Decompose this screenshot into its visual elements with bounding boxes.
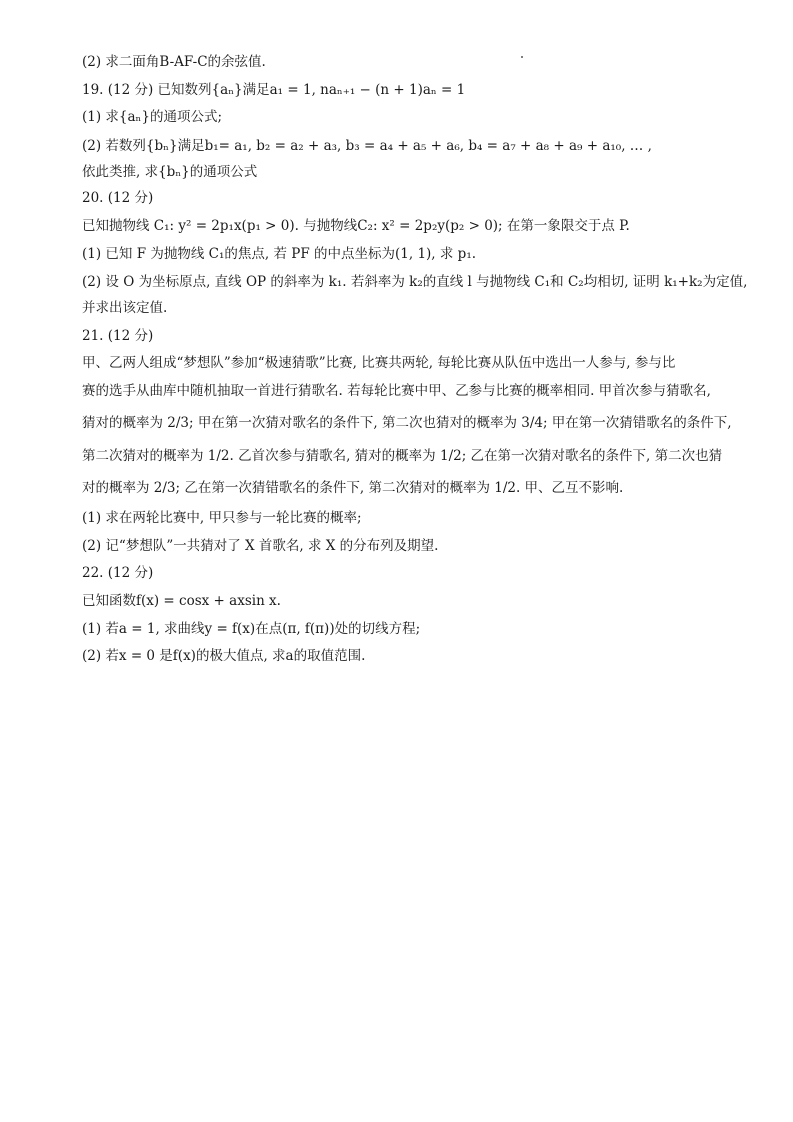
q22-heading: 22. (12 分) [82, 565, 154, 581]
q19-part2: (2) 若数列{bₙ}满足b₁= a₁, b₂ = a₂ + a₃, b₃ = a₄ + a₅ + a₆, b₄ = a₇ + a₈ + a₉ + a₁₀, … , [82, 138, 652, 154]
q21-stem-4: 第二次猜对的概率为 1/2. 乙首次参与猜歌名, 猜对的概率为 1/2; 乙在第一次猜对歌名的条件下, 第二次也猜 [82, 448, 723, 464]
stray-mark [521, 56, 523, 58]
q20-part1: (1) 已知 F 为抛物线 C₁的焦点, 若 PF 的中点坐标为(1, 1), 求 p₁. [82, 246, 477, 262]
q22-stem: 已知函数f(x) = cosx + axsin x. [82, 593, 281, 609]
q19-stem: 19. (12 分) 已知数列{aₙ}满足a₁ = 1, naₙ₊₁ − (n + 1)aₙ = 1 [82, 82, 466, 98]
q20-part2: (2) 设 O 为坐标原点, 直线 OP 的斜率为 k₁. 若斜率为 k₂的直线 l 与抛物线 C₁和 C₂均相切, 证明 k₁+k₂为定值, [82, 274, 748, 290]
q21-stem-3: 猜对的概率为 2/3; 甲在第一次猜对歌名的条件下, 第二次也猜对的概率为 3/4; 甲在第一次猜错歌名的条件下, [82, 415, 732, 431]
q20-part2-cont: 并求出该定值. [82, 300, 168, 316]
q21-part2: (2) 记“梦想队”一共猜对了 X 首歌名, 求 X 的分布列及期望. [82, 538, 439, 554]
q18-part2: (2) 求二面角B-AF-C的余弦值. [82, 54, 266, 70]
q20-heading: 20. (12 分) [82, 190, 154, 206]
q21-part1: (1) 求在两轮比赛中, 甲只参与一轮比赛的概率; [82, 510, 362, 526]
q21-stem-2: 赛的选手从曲库中随机抽取一首进行猜歌名. 若每轮比赛中甲、乙参与比赛的概率相同. 甲首次参与猜歌名, [82, 383, 711, 399]
q21-stem-1: 甲、乙两人组成“梦想队”参加“极速猜歌”比赛, 比赛共两轮, 每轮比赛从队伍中选出一人参与, 参与比 [82, 355, 676, 371]
q21-heading: 21. (12 分) [82, 328, 154, 344]
q19-part2-cont: 依此类推, 求{bₙ}的通项公式 [82, 164, 258, 180]
q22-part2: (2) 若x = 0 是f(x)的极大值点, 求a的取值范围. [82, 648, 366, 664]
q20-stem: 已知抛物线 C₁: y² = 2p₁x(p₁ > 0). 与抛物线C₂: x² = 2p₂y(p₂ > 0); 在第一象限交于点 P. [82, 218, 630, 234]
q19-part1: (1) 求{aₙ}的通项公式; [82, 109, 223, 125]
q21-stem-5: 对的概率为 2/3; 乙在第一次猜错歌名的条件下, 第二次猜对的概率为 1/2. 甲、乙互不影响. [82, 480, 624, 496]
q22-part1: (1) 若a = 1, 求曲线y = f(x)在点(π, f(π))处的切线方程; [82, 621, 421, 637]
